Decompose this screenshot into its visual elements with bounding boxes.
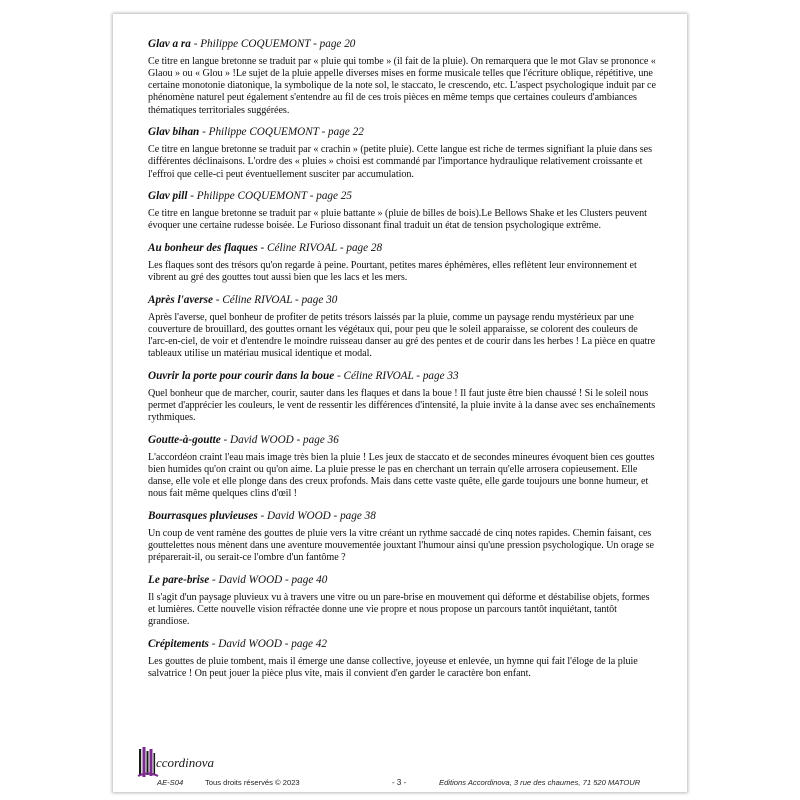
entry-meta: - Philippe COQUEMONT - page 25 [187,190,352,203]
entry [148,242,658,284]
entry-body: Quel bonheur que de marcher, courir, sauter dans les flaques et dans la boue ! Il faut juste être bien chaussé ! Si le soleil nous permet d'apprécier les couleurs, le vent de ressentir les différences d'intensité, la pluie invite à la danse avec ses enchaînements rythmiques. [148,388,656,424]
entry-title [148,190,658,203]
publisher-address: Editions Accordinova, 3 rue des chaumes, 71 520 MATOUR [439,778,641,787]
entry-title-text: Ouvrir la porte pour courir dans la boue [148,370,335,382]
entry-meta: - David WOOD - page 42 [208,638,327,651]
entry-title [148,638,658,651]
entry-list [148,38,658,690]
entry-meta: - David WOOD - page 36 [220,433,339,446]
entry-title [148,126,658,139]
entry-title-text: Glav pill [148,190,188,203]
entry-title [148,574,658,587]
entry-meta: - David WOOD - page 38 [257,510,376,523]
entry-title [148,434,658,447]
entry-title-text: Bourrasques pluvieuses [148,510,258,523]
entry-body: Ce titre en langue bretonne se traduit par « crachin » (petite pluie). Cette langue est riche de termes signifiant la pluie dans ses différentes déclinaisons. L'ordre des « pluies » choisi est commandé par l'importance hydraulique relativement croissante et l'effroi que celle-ci peut éventuellement susciter par accumulation. [148,144,652,180]
entry-title-text: Goutte-à-goutte [148,433,221,446]
document-page [113,14,687,792]
entry-title [148,242,658,255]
entry-title-text: Au bonheur des flaques [148,242,258,255]
entry-title-text: Le pare-brise [148,574,210,587]
copyright: Tous droits réservés © 2023 [205,778,300,787]
page-footer [113,747,687,792]
entry-meta: - Céline RIVOAL - page 28 [257,242,383,255]
entry-body: Les flaques sont des trésors qu'on regarde à peine. Pourtant, petites mares éphémères, elles reflètent leur environnement et vibrent au gré des gouttes tout aussi bien que les lacs et les mers. [148,260,637,284]
entry [148,510,658,564]
entry [148,370,658,424]
entry-title-text: Glav a ra [148,38,191,50]
entry [148,638,658,680]
page-number: - 3 - [392,778,407,787]
entry-meta: - Philippe COQUEMONT - page 22 [199,126,364,139]
entry-title [148,510,658,523]
entry-title-text: Glav bihan [148,126,200,139]
entry [148,294,658,361]
entry-meta: - David WOOD - page 40 [209,574,328,587]
entry-body: Il s'agit d'un paysage pluvieux vu à travers une vitre ou un pare-brise en mouvement qui déforme et déstabilise objets, formes et lumières. Cette nouvelle vision réfractée donne une vie propre et nous propose un parcours tantôt inquiétant, tantôt grandiose. [148,592,650,628]
entry [148,434,658,501]
entry-title [148,370,658,383]
entry [148,190,658,232]
entry-body: Ce titre en langue bretonne se traduit par « pluie battante » (pluie de billes de bois).Le Bellows Shake et les Clusters peuvent évoquer une certaine rudesse boisée. Le Furioso dissonant final traduit un état de tension psychologique extrême. [148,208,647,232]
entry [148,38,658,117]
entry [148,126,658,180]
entry-title-text: Crépitements [148,638,209,651]
entry-body: Un coup de vent ramène des gouttes de pluie vers la vitre créant un rythme saccadé de cinq notes rapides. Chemin faisant, ces gouttelettes nous mènent dans une aventure mouvementée jouxtant l'humour ainsi qu'une pression psychologique. Un orage se préparerait-il, ou serait-ce l'ombre d'un fantôme ? [148,528,654,564]
entry-body: Les gouttes de pluie tombent, mais il émerge une danse collective, joyeuse et enlevée, un hymne qui fait l'éloge de la pluie salvatrice ! On peut jouer la pièce plus vite, mais il convient d'en garder le caractère bon enfant. [148,656,638,680]
entry-body: Ce titre en langue bretonne se traduit par « pluie qui tombe » (il fait de la pluie). On remarquera que le mot Glav se prononce « Glaou » ou « Glou » !Le sujet de la pluie appelle diverses mises en forme musicale telles que l'écriture oblique, répétitive, une certaine monotonie diatonique, la symbolique de la note sol, le staccato, le crescendo, etc. L'aspect psychologique induit par ce phénomène naturel peut également s'entendre au fil de ces trois pièces en même temps que certaines couleurs d'ambiances thématiques territoriales suggérées. [148,56,656,116]
entry-meta: - Philippe COQUEMONT - page 20 [190,38,356,50]
entry-title-text: Après l'averse [148,293,213,306]
entry-title [148,294,658,307]
entry-body: L'accordéon craint l'eau mais image très bien la pluie ! Les jeux de staccato et de secondes mineures évoquent bien ces gouttes bien humides qu'on craint ou qu'on aime. La pluie presse le pas en cherchant un terrain qu'elle arrosera copieusement. Elle danse, elle vole et elle plonge dans des creux profonds. Mais dans cette vaste quête, elle garde toujours une bonne humeur, et nous fait même quelques clins d'œil ! [148,451,655,500]
svg-text:ccordinova: ccordinova [156,755,214,770]
entry-title [148,38,658,51]
entry-body: Après l'averse, quel bonheur de profiter de petits trésors laissés par la pluie, comme un paysage rendu mystérieux par une couverture de brouillard, des gouttes ornant les végétaux qui, pour peu que le soleil apparaisse, se colorent des couleurs de l'arc-en-ciel, de voir et d'entendre le moindre ruisseau danser au gré des pentes et de courir dans les herbes ! La pièce en quatre tableaux utilise un matériau musical identique et modal. [148,311,656,360]
entry-meta: - Céline RIVOAL - page 30 [212,293,338,306]
entry [148,574,658,628]
entry-meta: - Céline RIVOAL - page 33 [334,370,459,382]
catalog-code: AE-S04 [157,778,184,787]
